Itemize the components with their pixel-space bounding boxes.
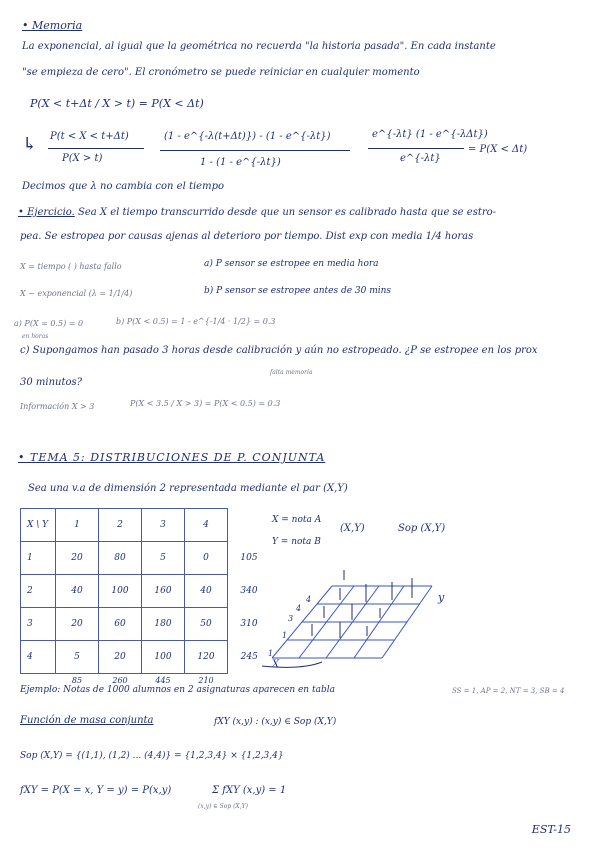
table-col-header: 2 bbox=[99, 509, 142, 542]
row-total: 245 bbox=[240, 652, 258, 662]
memoria-line-2: "se empieza de cero". El cronómetro se puede reiniciar en cualquier momento bbox=[22, 67, 420, 78]
row-total: 105 bbox=[240, 553, 258, 563]
ejercicio-part-b: b) P sensor se estropee antes de 30 mins bbox=[204, 286, 392, 296]
table-total-header bbox=[228, 509, 271, 542]
fraction-bar bbox=[48, 148, 144, 149]
row-total: 340 bbox=[240, 586, 258, 596]
ejercicio-answer-c: P(X < 3.5 / X > 3) = P(X < 0.5) = 0.3 bbox=[130, 399, 281, 408]
axis-tick-x-4: 4 bbox=[306, 595, 312, 604]
ejercicio-info: Información X > 3 bbox=[20, 402, 95, 411]
sop-def: Sop (X,Y) = {(1,1), (1,2) ... (4,4)} = {1,2,3,4} × {1,2,3,4} bbox=[20, 751, 284, 761]
memoria-line-1: La exponencial, al igual que la geométrica no recuerda "la historia pasada". En cada instante bbox=[22, 41, 496, 52]
ejercicio-line-1: • Ejercicio. Sea X el tiempo transcurrido desde que un sensor es calibrado hasta que se estro- bbox=[18, 207, 497, 218]
ejercicio-line-2: pea. Se estropea por causas ajenas al deterioro por tiempo. Dist exp con media 1/4 horas bbox=[20, 231, 474, 242]
ejercicio-def-1: X = tiempo ( ) hasta fallo bbox=[20, 262, 122, 271]
table-col-header: 1 bbox=[56, 509, 99, 542]
table-cell: 40 bbox=[56, 575, 99, 608]
tema5-heading: • TEMA 5: DISTRIBUCIONES DE P. CONJUNTA bbox=[18, 451, 326, 464]
formula-2-result: = P(X < Δt) bbox=[468, 144, 528, 155]
col-total: 260 bbox=[112, 675, 128, 685]
funcion-heading: Función de masa conjunta bbox=[20, 715, 154, 726]
table-row bbox=[21, 608, 271, 641]
formula-2-lhs-num: P(t < X < t+Δt) bbox=[50, 131, 129, 142]
note-falta-memoria: falta memoria bbox=[270, 369, 313, 376]
axis-tick-y-3: 3 bbox=[288, 614, 294, 623]
formula-2-mid-num: (1 - e^{-λ(t+Δt)}) - (1 - e^{-λt}) bbox=[164, 131, 331, 142]
table-cell: 5 bbox=[142, 542, 185, 575]
axis-tick-y-4: 4 bbox=[296, 604, 302, 613]
joint-table bbox=[20, 508, 274, 686]
axis-tick-x-1: 1 bbox=[268, 649, 274, 658]
axis-y-label: y bbox=[438, 591, 445, 604]
table-cell: 100 bbox=[99, 575, 142, 608]
ejercicio-answer-a: a) P(X = 0.5) = 0 bbox=[14, 319, 84, 328]
axis-x-label: X bbox=[272, 659, 280, 670]
pair-label: (X,Y) bbox=[340, 523, 365, 534]
row-total: 310 bbox=[240, 619, 258, 629]
legend-x: X = nota A bbox=[272, 515, 322, 525]
tema5-intro: Sea una v.a de dimensión 2 representada mediante el par (X,Y) bbox=[28, 483, 348, 494]
table-row bbox=[21, 542, 271, 575]
arrow-icon: ↳ bbox=[22, 134, 38, 155]
memoria-heading: • Memoria bbox=[22, 19, 83, 32]
row-label: 1 bbox=[21, 542, 56, 575]
ejercicio-part-c-1: c) Supongamos han pasado 3 horas desde calibración y aún no estropeado. ¿P se estropee en los prox bbox=[20, 345, 538, 356]
ejercicio-def-2: X ~ exponencial (λ = 1/1/4) bbox=[20, 289, 133, 298]
table-cell: 0 bbox=[185, 542, 228, 575]
sum-expression: Σ fXY (x,y) = 1 bbox=[212, 785, 287, 796]
axis-tick-y-1: 1 bbox=[282, 631, 288, 640]
table-cell: 20 bbox=[56, 608, 99, 641]
table-cell: 60 bbox=[99, 608, 142, 641]
ejemplo-codes: SS = 1, AP = 2, NT = 3, SB = 4 bbox=[452, 687, 565, 695]
table-cell: 5 bbox=[56, 641, 99, 674]
table-cell: 160 bbox=[142, 575, 185, 608]
formula-2-lhs-den: P(X > t) bbox=[62, 153, 103, 164]
row-label: 2 bbox=[21, 575, 56, 608]
table-col-header: 3 bbox=[142, 509, 185, 542]
page-number: EST-15 bbox=[531, 823, 571, 836]
table-cell: 120 bbox=[185, 641, 228, 674]
ejercicio-answer-b: b) P(X < 0.5) = 1 - e^{-1/4 · 1/2} = 0.3 bbox=[116, 317, 276, 326]
ejercicio-part-a: a) P sensor se estropee en media hora bbox=[204, 259, 379, 269]
table-cell: 40 bbox=[185, 575, 228, 608]
table-row bbox=[21, 575, 271, 608]
table-cell: 180 bbox=[142, 608, 185, 641]
row-label: 4 bbox=[21, 641, 56, 674]
table-col-header: 4 bbox=[185, 509, 228, 542]
formula-2-mid-den: 1 - (1 - e^{-λt}) bbox=[200, 157, 281, 168]
formula-2-rhs-den: e^{-λt} bbox=[400, 153, 441, 164]
row-label: 3 bbox=[21, 608, 56, 641]
table-cell: 20 bbox=[56, 542, 99, 575]
table-cell: 100 bbox=[142, 641, 185, 674]
fraction-bar bbox=[160, 150, 350, 151]
note-en-horas: en horas bbox=[22, 333, 49, 340]
col-total: 85 bbox=[71, 675, 83, 685]
table-row bbox=[21, 641, 271, 674]
legend-y: Y = nota B bbox=[272, 537, 321, 547]
table-cell: 50 bbox=[185, 608, 228, 641]
col-total: 445 bbox=[155, 675, 171, 685]
sop-label: Sop (X,Y) bbox=[398, 523, 446, 534]
table-cell: 80 bbox=[99, 542, 142, 575]
formula-2-rhs-num: e^{-λt} (1 - e^{-λΔt}) bbox=[372, 129, 488, 140]
ejercicio-part-c-2: 30 minutos? bbox=[20, 377, 82, 388]
funcion-def: fXY (x,y) : (x,y) ∈ Sop (X,Y) bbox=[214, 717, 337, 727]
table-corner-label: X \ Y bbox=[21, 509, 56, 542]
fxy-def: fXY = P(X = x, Y = y) = P(x,y) bbox=[20, 785, 172, 796]
ejemplo-text: Ejemplo: Notas de 1000 alumnos en 2 asignaturas aparecen en tabla bbox=[20, 685, 335, 695]
fraction-bar bbox=[368, 148, 464, 149]
col-total: 210 bbox=[198, 675, 214, 685]
memoria-line-3: Decimos que λ no cambia con el tiempo bbox=[22, 181, 225, 192]
table-cell: 20 bbox=[99, 641, 142, 674]
sum-subscript: (x,y) ∈ Sop (X,Y) bbox=[198, 803, 248, 810]
memoria-formula-1: P(X < t+Δt / X > t) = P(X < Δt) bbox=[30, 97, 204, 110]
